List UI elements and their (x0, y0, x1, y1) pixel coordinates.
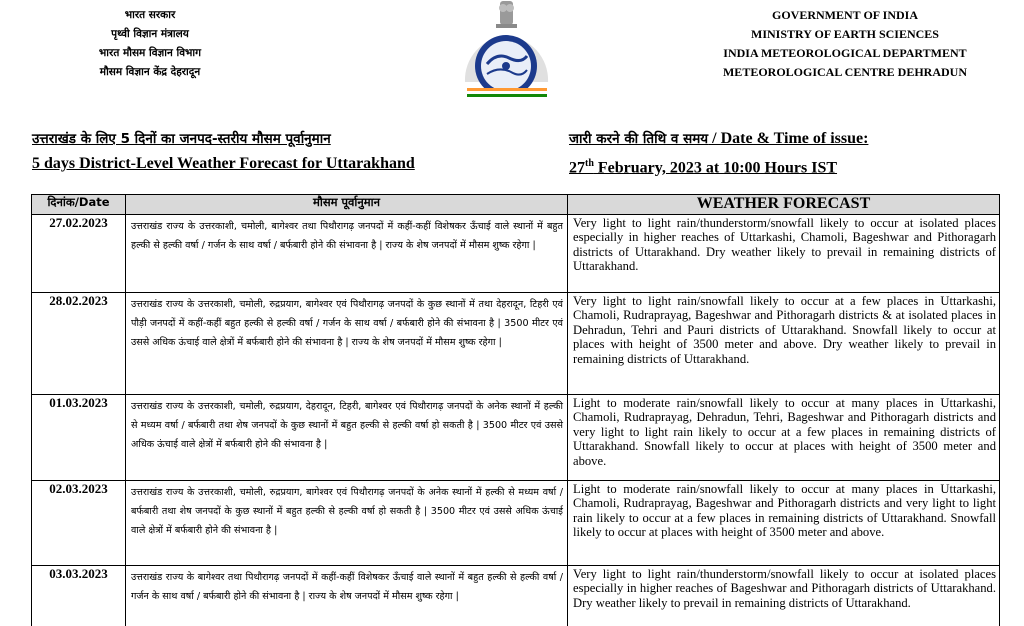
forecast-hindi: उत्तराखंड राज्य के उत्तरकाशी, चमोली, रुद्रप्रयाग, देहरादून, टिहरी, बागेश्वर एवं पिथौरागढ़ जनपदों के अनेक स्थानों में हल्की से मध्यम वर्षा / बर्फबारी तथा शेष जनपदों के कुछ स्थानों में बहुत हल्की से हल्की वर्षा हो सकती है | 3500 मीटर एवं उससे अधिक ऊंचाई वाले क्षेत्रों में बर्फबारी होने की संभावना है | (126, 395, 568, 481)
forecast-title-hindi: उत्तराखंड के लिए 5 दिनों का जनपद-स्तरीय मौसम पूर्वानुमान (32, 131, 331, 147)
issue-date-label-hindi: जारी करने की तिथि व समय (569, 131, 709, 147)
table-row (32, 395, 1000, 481)
table-row (32, 293, 1000, 395)
forecast-english: Very light to light rain/thunderstorm/snowfall likely to occur at isolated places especially in higher reaches of Bageshwar and Pithoragarh districts of Uttarakhand. Dry weather likely to prevail in remaining districts of Uttarakhand. (568, 566, 1000, 626)
forecast-date: 01.03.2023 (32, 395, 126, 481)
forecast-hindi: उत्तराखंड राज्य के उत्तरकाशी, चमोली, रुद्रप्रयाग, बागेश्वर एवं पिथौरागढ़ जनपदों के अनेक स्थानों में हल्की से मध्यम वर्षा / बर्फबारी तथा शेष जनपदों के कुछ स्थानों में बहुत हल्की से हल्की वर्षा हो सकती है | 3500 मीटर एवं उससे अधिक ऊंचाई वाले क्षेत्रों में बर्फबारी होने की संभावना है | (126, 481, 568, 566)
header-english-line: INDIA METEOROLOGICAL DEPARTMENT (723, 46, 967, 60)
table-row (32, 215, 1000, 293)
forecast-title-english: 5 days District-Level Weather Forecast for Uttarakhand (32, 155, 415, 172)
forecast-english: Very light to light rain/snowfall likely to occur at a few places in Uttarkashi, Chamoli, Rudraprayag, Bageshwar and Pithoragarh districts & at isolated places in Dehradun, Tehri and Pauri districts of Uttarakhand. Snowfall likely to occur at places with height of 3500 meter and above. Dry weather likely to prevail in remaining districts of Uttarakhand. (568, 293, 1000, 395)
table-row (32, 566, 1000, 626)
forecast-date: 02.03.2023 (32, 481, 126, 566)
issue-date-value (569, 154, 868, 178)
header-hindi-block (70, 6, 230, 82)
header-english-line: MINISTRY OF EARTH SCIENCES (751, 27, 939, 41)
issue-date-rest: February, 2023 at 10:00 Hours IST (593, 159, 838, 177)
issue-date-block (569, 129, 868, 178)
forecast-date: 03.03.2023 (32, 566, 126, 626)
header-hindi-line: मौसम विज्ञान केंद्र देहरादून (99, 66, 201, 78)
forecast-date: 27.02.2023 (32, 215, 126, 293)
issue-day-suffix: th (585, 158, 594, 169)
table-header-row (32, 195, 1000, 215)
forecast-table (31, 194, 1000, 626)
forecast-hindi: उत्तराखंड राज्य के बागेश्वर तथा पिथौरागढ़ जनपदों में कहीं-कहीं विशेषकर ऊँचाई वाले स्थानों में बहुत हल्की से हल्की वर्षा / गर्जन के साथ वर्षा / बर्फबारी होने की संभावना है | राज्य के शेष जनपदों में मौसम शुष्क रहेगा | (126, 566, 568, 626)
forecast-english: Light to moderate rain/snowfall likely to occur at many places in Uttarkashi, Chamoli, Rudraprayag, Dehradun, Tehri, Bageshwar and Pithoragarh districts and very light to light rain likely to occur at a few places in remaining districts of Uttarakhand. Snowfall likely to occur at places with height of 3500 meter and above. (568, 395, 1000, 481)
forecast-english: Very light to light rain/thunderstorm/snowfall likely to occur at isolated places especially in higher reaches of Uttarkashi, Chamoli, Bageshwar and Pithoragarh districts of Uttarakhand. Dry weather likely to prevail in remaining districts of Uttarakhand. (568, 215, 1000, 293)
header-english-line: GOVERNMENT OF INDIA (771, 8, 918, 22)
forecast-date: 28.02.2023 (32, 293, 126, 395)
forecast-hindi: उत्तराखंड राज्य के उत्तरकाशी, चमोली, बागेश्वर तथा पिथौरागढ़ जनपदों में कहीं-कहीं विशेषकर ऊँचाई वाले स्थानों में बहुत हल्की से हल्की वर्षा / गर्जन के साथ वर्षा / बर्फबारी होने की संभावना है | राज्य के शेष जनपदों में मौसम शुष्क रहेगा | (126, 215, 568, 293)
forecast-english: Light to moderate rain/snowfall likely to occur at many places in Uttarkashi, Chamoli, Rudraprayag, Bageshwar and Pithoragarh districts and very light to light rain likely to occur at a few places in remaining districts of Uttarakhand. Snowfall likely to occur at places with height of 3500 meter and above. (568, 481, 1000, 566)
header-date: दिनांक/Date (32, 195, 126, 215)
header-hindi-line: पृथ्वी विज्ञान मंत्रालय (111, 28, 189, 40)
forecast-title-block (32, 129, 415, 174)
header-hindi-line: भारत मौसम विज्ञान विभाग (98, 47, 202, 59)
issue-date-label (569, 129, 868, 149)
header-english-line: METEOROLOGICAL CENTRE DEHRADUN (722, 65, 968, 79)
header-forecast-hindi: मौसम पूर्वानुमान (126, 195, 568, 215)
issue-day: 27 (569, 159, 585, 177)
issue-date-label-english: / Date & Time of issue: (708, 130, 869, 147)
header-hindi-line: भारत सरकार (124, 9, 176, 21)
header-forecast-english: WEATHER FORECAST (568, 195, 1000, 215)
header-english-block (690, 6, 1000, 82)
table-row (32, 481, 1000, 566)
forecast-hindi: उत्तराखंड राज्य के उत्तरकाशी, चमोली, रुद्रप्रयाग, बागेश्वर एवं पिथौरागढ़ जनपदों के कुछ स्थानों में तथा देहरादून, टिहरी एवं पौड़ी जनपदों में कहीं-कहीं बहुत हल्की से हल्की वर्षा / गर्जन के साथ वर्षा / बर्फबारी होने की संभावना है | 3500 मीटर एवं उससे अधिक ऊंचाई वाले क्षेत्रों में बर्फबारी होने की संभावना है | राज्य के शेष जनपदों में मौसम शुष्क रहेगा | (126, 293, 568, 395)
imd-emblem-logo (459, 0, 554, 100)
